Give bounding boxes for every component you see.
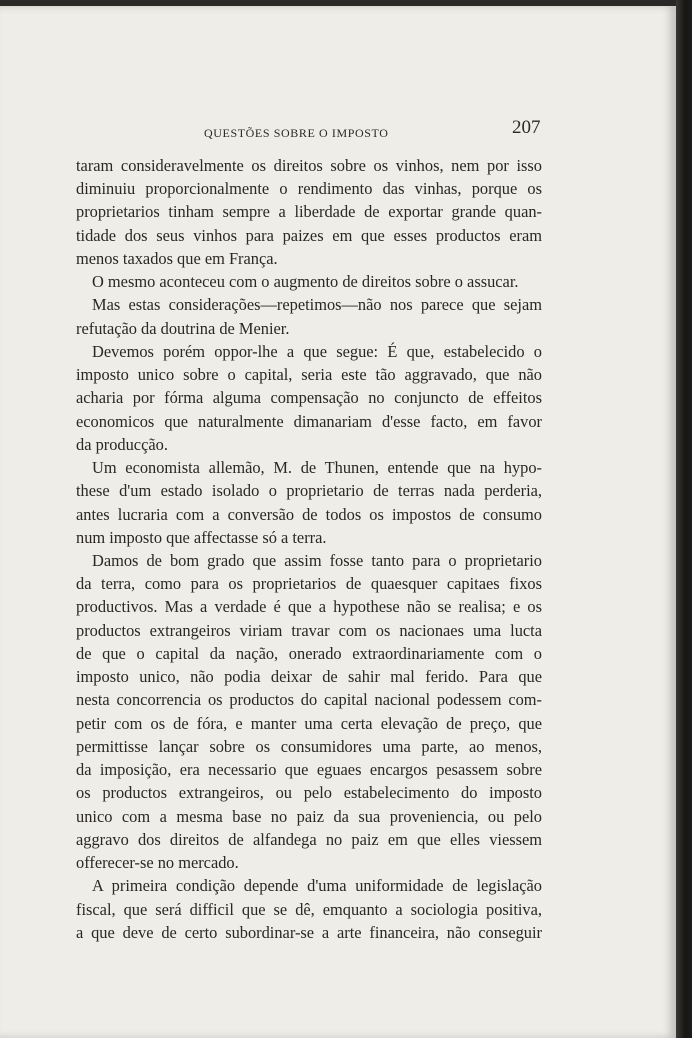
text-line: unico com a mesma base no paiz da sua proveniencia, ou pelo [76, 806, 542, 826]
text-line: Mas estas considerações—repetimos—não nos parece que sejam [92, 295, 542, 315]
text-line: offerecer-se no mercado. [76, 853, 239, 873]
body-text [76, 154, 542, 944]
text-line: da producção. [76, 434, 168, 454]
text-line: refutação da doutrina de Menier. [76, 318, 290, 338]
text-line: taram consideravelmente os direitos sobre os vinhos, nem por isso [76, 156, 542, 175]
text-line: tidade dos seus vinhos para paizes em que esses productos eram [76, 225, 542, 245]
text-line: da imposição, era necessario que eguaes encargos pesassem sobre [76, 760, 542, 780]
text-line: proprietarios tinham sempre a liberdade de exportar grande quan- [76, 202, 542, 222]
text-line: productivos. Mas a verdade é que a hypothese não se realisa; e os [76, 597, 542, 617]
text-line: fiscal, que será difficil que se dê, emquanto a sociologia positiva, [76, 899, 542, 919]
text-line: diminuiu proporcionalmente o rendimento das vinhas, porque os [76, 179, 542, 199]
text-line: num imposto que affectasse só a terra. [76, 527, 327, 547]
text-line: de que o capital da nação, onerado extraordinariamente com o [76, 643, 542, 663]
text-line: aggravo dos direitos de alfandega no paiz em que elles viessem [76, 829, 542, 849]
text-line: nesta concorrencia os productos do capital nacional podessem com- [76, 690, 542, 710]
text-line: Um economista allemão, M. de Thunen, entende que na hypo- [92, 458, 542, 478]
text-line: a que deve de certo subordinar-se a arte financeira, não conseguir [76, 922, 542, 942]
text-line: A primeira condição depende d'uma uniformidade de legislação [92, 876, 542, 896]
text-line: acharia por fórma alguma compensação no conjuncto de effeitos [76, 388, 542, 408]
text-line: imposto unico sobre o capital, seria este tão aggravado, que não [76, 365, 542, 385]
text-line: imposto unico, não podia deixar de sahir mal ferido. Para que [76, 667, 542, 687]
text-line: os productos extrangeiros, ou pelo estabelecimento do imposto [76, 783, 542, 803]
text-line: menos taxados que em França. [76, 248, 278, 268]
text-line: Damos de bom grado que assim fosse tanto para o proprietario [92, 550, 542, 570]
text-line: O mesmo aconteceu com o augmento de direitos sobre o assucar. [92, 272, 519, 292]
text-line: these d'um estado isolado o proprietario de terras nada perderia, [76, 481, 542, 501]
text-line: permittisse lançar sobre os consumidores uma parte, ao menos, [76, 736, 542, 756]
text-line: productos extrangeiros viriam travar com os nacionaes uma lucta [76, 620, 542, 640]
text-line: antes lucraria com a conversão de todos os impostos de consumo [76, 504, 542, 524]
text-line: petir com os de fóra, e manter uma certa elevação de preço, que [76, 713, 542, 733]
text-line: da terra, como para os proprietarios de quaesquer capitaes fixos [76, 574, 542, 594]
running-head: QUESTÕES SOBRE O IMPOSTO [204, 126, 389, 140]
text-line: Devemos porém oppor-lhe a que segue: É que, estabelecido o [92, 341, 542, 361]
book-gutter-edge [676, 0, 692, 1038]
book-page [0, 6, 676, 1038]
page-header [0, 114, 676, 144]
page-number: 207 [512, 117, 541, 138]
text-line: economicos que naturalmente dimanariam d'esse facto, em favor [76, 411, 542, 431]
